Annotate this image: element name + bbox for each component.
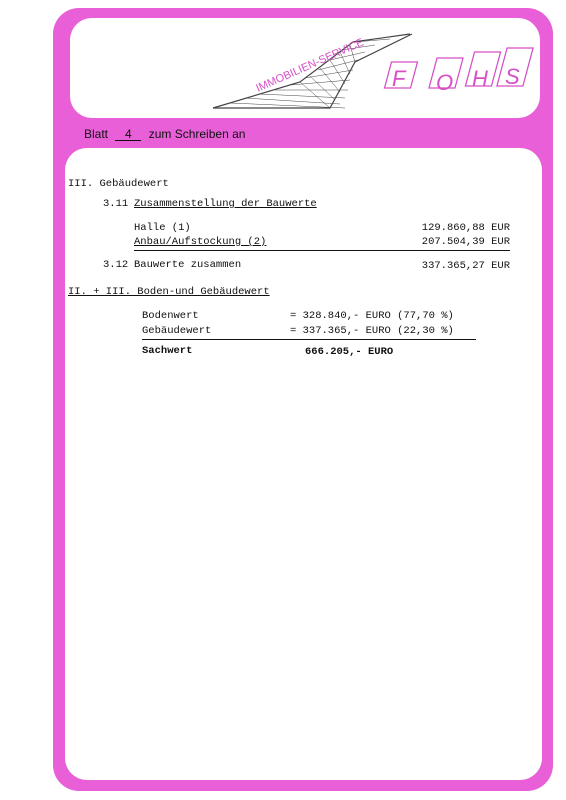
- schreiben-text: zum Schreiben an: [148, 127, 246, 141]
- sub-312-value: 337.365,27 EUR: [421, 260, 510, 272]
- service-text: IMMOBILIEN-SERVICE: [254, 36, 366, 95]
- section-3-heading: III. Gebäudewert: [68, 178, 169, 190]
- sub-311-title: Zusammenstellung der Bauwerte: [134, 198, 317, 210]
- logo-letter-f: F: [392, 66, 406, 91]
- logo-letter-s: S: [505, 64, 520, 89]
- gebaeudewert-label: Gebäudewert: [142, 325, 212, 337]
- sachwert-label: Sachwert: [142, 345, 193, 357]
- sheet-line: [84, 127, 245, 141]
- item-anbau-label: Anbau/Aufstockung (2): [134, 236, 267, 248]
- sub-311-number: 3.11: [103, 198, 129, 210]
- item-halle-value: 129.860,88 EUR: [421, 222, 510, 234]
- section-23-heading: II. + III. Boden-und Gebäudewert: [68, 286, 270, 298]
- bodenwert-value: = 328.840,- EURO (77,70 %): [290, 310, 454, 322]
- sum-rule: [134, 250, 510, 251]
- company-logo: [0, 0, 566, 130]
- gebaeudewert-value: = 337.365,- EURO (22,30 %): [290, 325, 454, 337]
- sachwert-value: 666.205,- EURO: [305, 346, 394, 358]
- blatt-number: 4: [115, 128, 141, 141]
- blatt-label: Blatt: [84, 127, 109, 141]
- logo-letter-h: H: [472, 66, 488, 91]
- bodenwert-label: Bodenwert: [142, 310, 199, 322]
- sub-312-number: 3.12: [103, 259, 129, 271]
- logo-letter-o: O: [436, 70, 454, 95]
- item-halle-label: Halle (1): [134, 222, 191, 234]
- sachwert-rule: [142, 339, 476, 340]
- item-anbau-value: 207.504,39 EUR: [421, 236, 510, 248]
- sub-312-title: Bauwerte zusammen: [134, 259, 242, 271]
